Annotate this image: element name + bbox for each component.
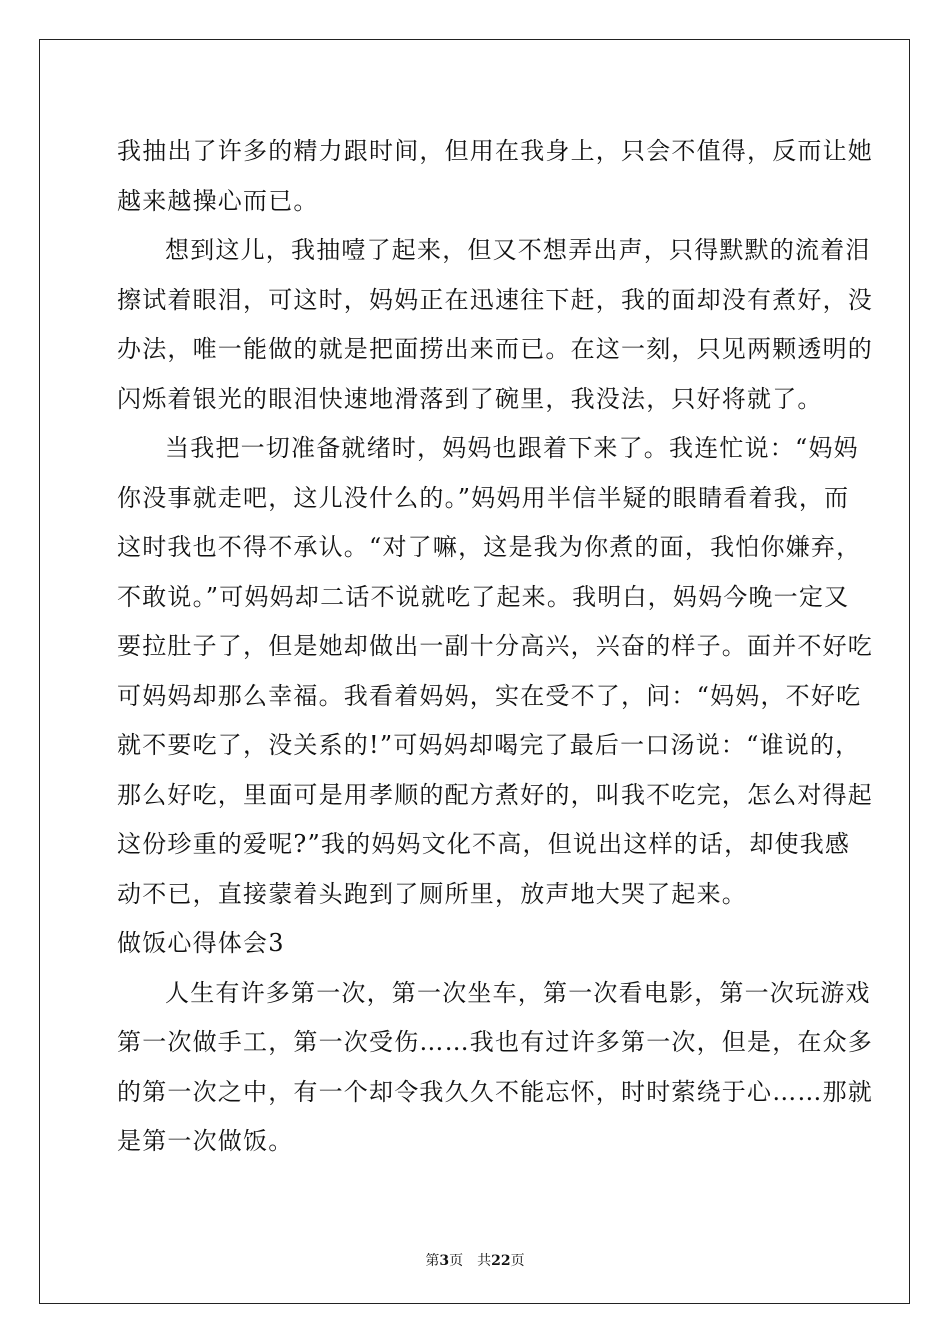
text-line: 办法，唯一能做的就是把面捞出来而已。在这一刻，只见两颗透明的 [117,335,873,363]
text-line: 动不已，直接蒙着头跑到了厕所里，放声地大哭了起来。 [117,880,747,908]
text-line: 是第一次做饭。 [117,1127,294,1155]
text-line: 人生有许多第一次，第一次坐车，第一次看电影，第一次玩游戏 [165,979,871,1007]
text-line: 的第一次之中，有一个却令我久久不能忘怀，时时萦绕于心……那就 [117,1078,873,1106]
text-line: 第一次做手工，第一次受伤……我也有过许多第一次，但是，在众多 [117,1028,873,1056]
text-line: 要拉肚子了，但是她却做出一副十分高兴，兴奋的样子。面并不好吃 [117,632,873,660]
text-line: 不敢说。”可妈妈却二话不说就吃了起来。我明白，妈妈今晚一定又 [117,583,850,611]
page-label-mid: 页 共 [449,1253,492,1269]
page-label-suffix: 页 [510,1253,525,1269]
section-heading: 做饭心得体会3 [117,929,285,957]
text-line: 当我把一切准备就绪时，妈妈也跟着下来了。我连忙说：“妈妈 [165,434,859,462]
text-line: 我抽出了许多的精力跟时间，但用在我身上，只会不值得，反而让她 [117,137,873,165]
text-line: 这份珍重的爱呢?”我的妈妈文化不高，但说出这样的话，却使我感 [117,830,851,858]
text-line: 可妈妈却那么幸福。我看着妈妈，实在受不了，问：“妈妈，不好吃 [117,682,862,710]
text-line: 擦试着眼泪，可这时，妈妈正在迅速往下赶，我的面却没有煮好，没 [117,286,873,314]
text-line: 闪烁着银光的眼泪快速地滑落到了碗里，我没法，只好将就了。 [117,385,823,413]
page-border [39,39,910,1304]
text-line: 越来越操心而已。 [117,187,319,215]
page-footer [0,1250,950,1270]
text-line: 这时我也不得不承认。“对了嘛，这是我为你煮的面，我怕你嫌弃， [117,533,862,561]
page-label-prefix: 第 [425,1253,440,1269]
text-line: 你没事就走吧，这儿没什么的。”妈妈用半信半疑的眼睛看着我，而 [117,484,850,512]
page-number: 3 [439,1253,450,1269]
text-line: 想到这儿，我抽噎了起来，但又不想弄出声，只得默默的流着泪 [165,236,871,264]
text-line: 就不要吃了，没关系的!”可妈妈却喝完了最后一口汤说：“谁说的， [117,731,861,759]
text-line: 那么好吃，里面可是用孝顺的配方煮好的，叫我不吃完，怎么对得起 [117,781,873,809]
page-total: 22 [491,1253,511,1269]
